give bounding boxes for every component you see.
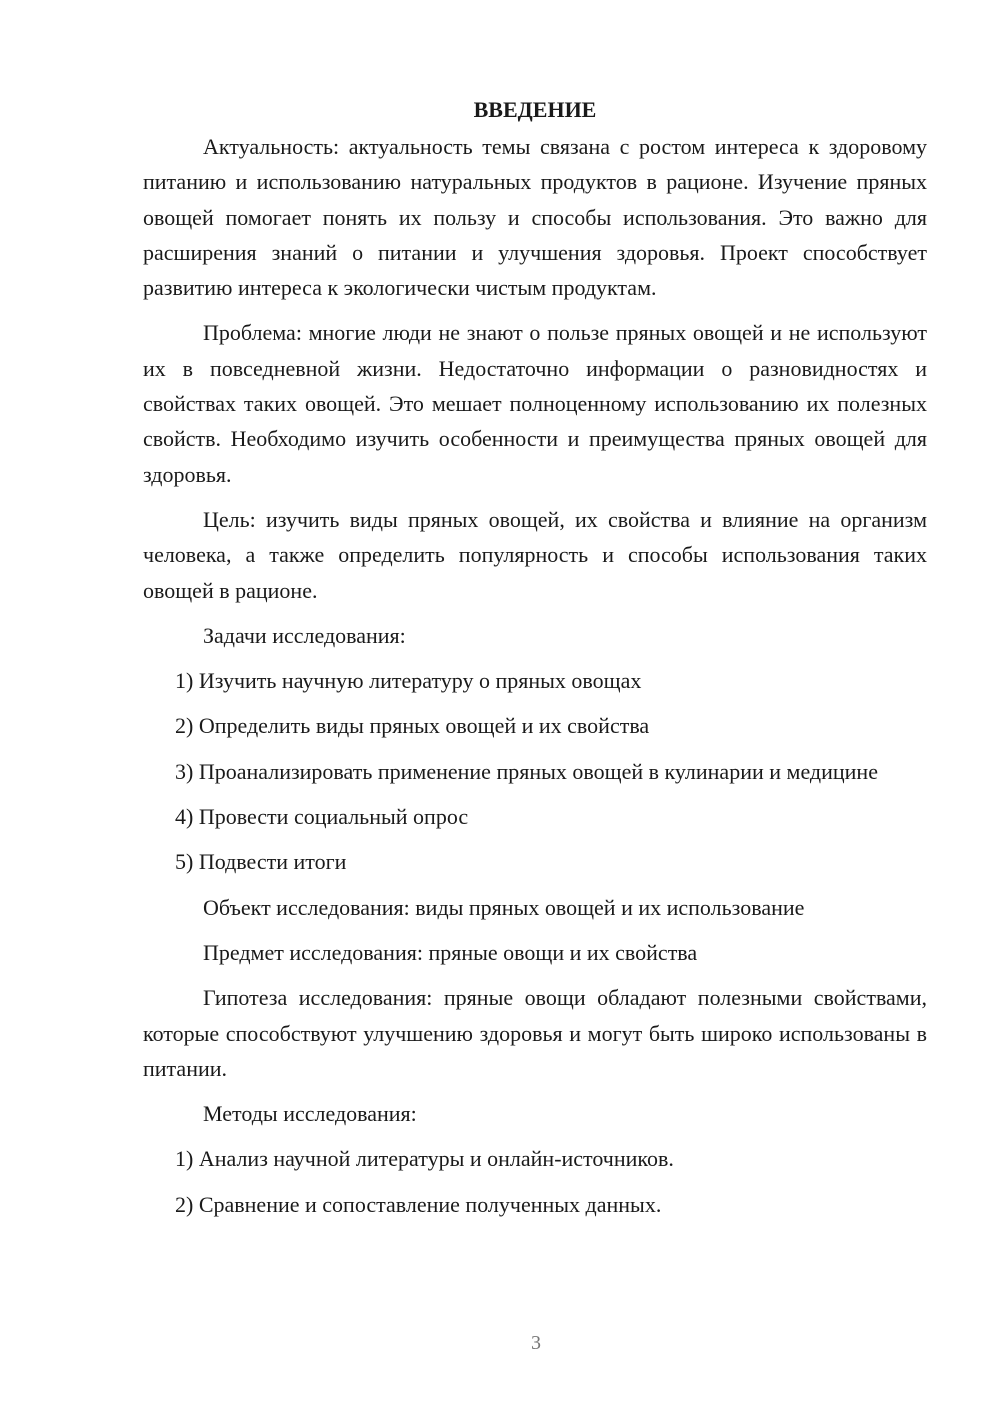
method-item-1: 1) Анализ научной литературы и онлайн-источников. (175, 1146, 674, 1172)
goal-paragraph: Цель: изучить виды пряных овощей, их свойства и влияние на организм человека, а также определить популярность и способы использования таких овощей в рационе. (143, 506, 927, 603)
task-item-3: 3) Проанализировать применение пряных овощей в кулинарии и медицине (175, 758, 878, 784)
tasks-heading: Задачи исследования: (203, 622, 406, 648)
task-item-5: 5) Подвести итоги (175, 849, 347, 875)
hypothesis-paragraph: Гипотеза исследования: пряные овощи обладают полезными свойствами, которые способствуют улучшению здоровья и могут быть широко использованы в питании. (143, 985, 927, 1081)
methods-heading: Методы исследования: (203, 1101, 417, 1127)
object-paragraph: Объект исследования: виды пряных овощей и их использование (203, 894, 805, 920)
task-item-2: 2) Определить виды пряных овощей и их свойства (175, 713, 650, 739)
task-item-4: 4) Провести социальный опрос (175, 804, 469, 830)
section-title: ВВЕДЕНИЕ (473, 97, 597, 122)
method-item-2: 2) Сравнение и сопоставление полученных данных. (175, 1191, 662, 1217)
relevance-paragraph: Актуальность: актуальность темы связана с ростом интереса к здоровому питанию и использованию натуральных продуктов в рационе. Изучение пряных овощей помогает понять их пользу и способы использования. Это важно для расширения знаний о питании и улучшения здоровья. Проект способствует развитию интереса к экологически чистым продуктам. (143, 134, 927, 301)
page-number: 3 (531, 1332, 541, 1354)
task-item-1: 1) Изучить научную литературу о пряных овощах (175, 668, 642, 694)
document-body (143, 92, 927, 1232)
subject-paragraph: Предмет исследования: пряные овощи и их свойства (203, 939, 698, 965)
problem-paragraph: Проблема: многие люди не знают о пользе пряных овощей и не используют их в повседневной жизни. Недостаточно информации о разновидностях и свойствах таких овощей. Это мешает полноценному использованию их полезных свойств. Необходимо изучить особенности и преимущества пряных овощей для здоровья. (143, 320, 927, 487)
